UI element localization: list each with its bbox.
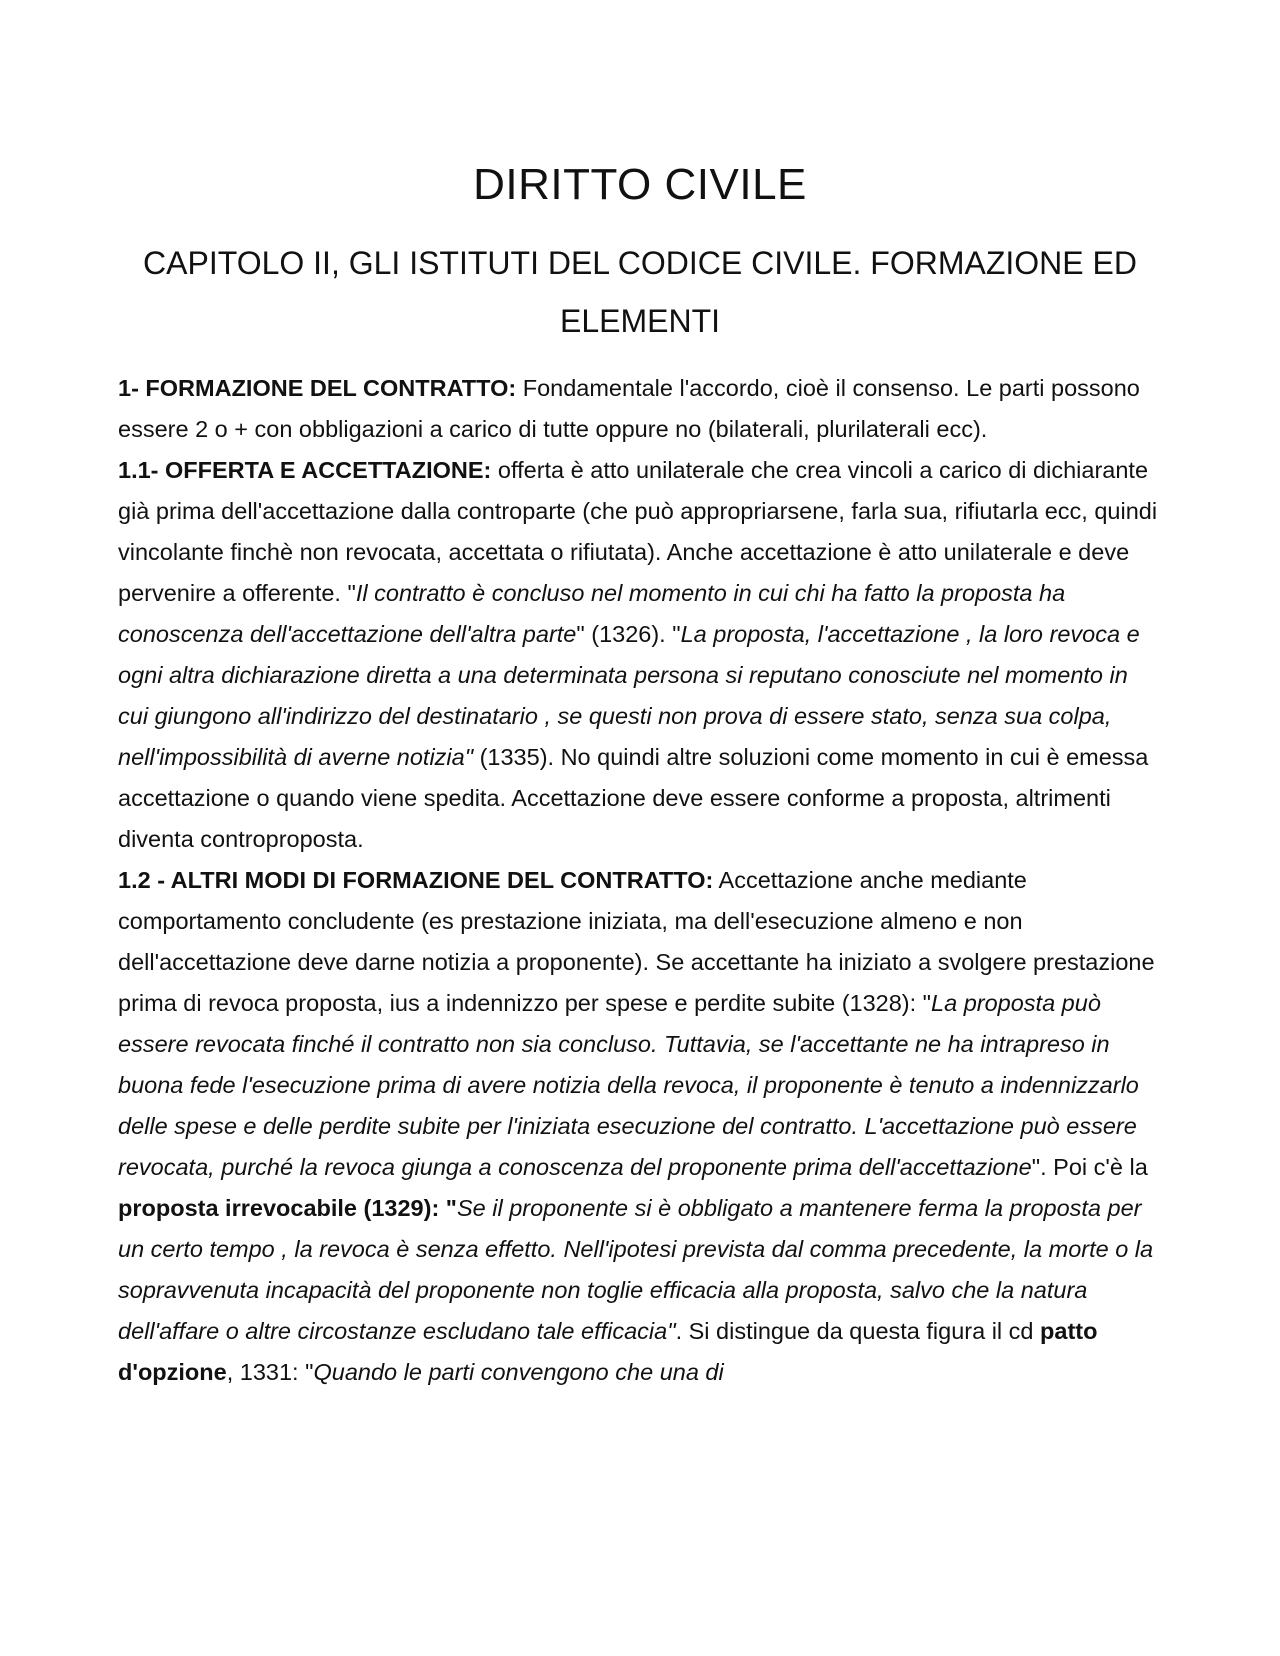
section-1-1-heading: 1.1- OFFERTA E ACCETTAZIONE: [118, 457, 492, 483]
section-1-2-text: Accettazione anche mediante comportamento concludente (es prestazione iniziata, ma dell'esecuzione almeno e non dell'accettazione deve darne notizia a proponente). Se accettante ha iniziato a svolgere prestazione prima di revoca proposta, ius a indennizzo per spese e perdite subite (1328): " [118, 867, 1155, 1016]
section-1-2-text-4: , 1331: " [226, 1359, 314, 1385]
section-1-1-text-2: " (1326). " [576, 621, 681, 647]
section-1-2-paragraph [118, 860, 1162, 1393]
term-proposta-irrevocabile: proposta irrevocabile (1329): " [118, 1195, 457, 1221]
section-1-2-text-2: ". Poi c'è la [1031, 1154, 1148, 1180]
document-page [118, 150, 1162, 1393]
section-1-1-paragraph [118, 450, 1162, 860]
section-1-heading: 1- FORMAZIONE DEL CONTRATTO: [118, 375, 517, 401]
quote-art-1331: Quando le parti convengono che una di [313, 1359, 724, 1385]
chapter-subtitle: CAPITOLO II, GLI ISTITUTI DEL CODICE CIVILE. FORMAZIONE ED ELEMENTI [143, 245, 1137, 339]
section-1-paragraph [118, 368, 1162, 450]
section-1-text: Fondamentale l'accordo, cioè il consenso. Le parti possono essere 2 o + con obbligazioni a carico di tutte oppure no (bilaterali, plurilaterali ecc). [118, 375, 1140, 442]
quote-art-1335: La proposta, l'accettazione , la loro revoca e ogni altra dichiarazione diretta a una determinata persona si reputano conosciute nel momento in cui giungono all'indirizzo del destinatario , se questi non prova di essere stato, senza sua colpa, nell'impossibilità di averne notizia" [118, 621, 1140, 770]
quote-art-1326: Il contratto è concluso nel momento in cui chi ha fatto la proposta ha conoscenza dell'accettazione dell'altra parte [118, 580, 1066, 647]
document-title: DIRITTO CIVILE [473, 160, 807, 209]
quote-art-1329: Se il proponente si è obbligato a mantenere ferma la proposta per un certo tempo , la revoca è senza effetto. Nell'ipotesi prevista dal comma precedente, la morte o la sopravvenuta incapacità del proponente non toglie efficacia alla proposta, salvo che la natura dell'affare o altre circostanze escludano tale efficacia" [118, 1195, 1154, 1344]
quote-art-1328: La proposta può essere revocata finché il contratto non sia concluso. Tuttavia, se l'accettante ne ha intrapreso in buona fede l'esecuzione prima di avere notizia della revoca, il proponente è tenuto a indennizzarlo delle spese e delle perdite subite per l'iniziata esecuzione del contratto. L'accettazione può essere revocata, purché la revoca giunga a conoscenza del proponente prima dell'accettazione [118, 990, 1139, 1180]
section-1-1-text: offerta è atto unilaterale che crea vincoli a carico di dichiarante già prima dell'accettazione dalla controparte (che può appropriarsene, farla sua, rifiutarla ecc, quindi vincolante finchè non revocata, accettata o rifiutata). Anche accettazione è atto unilaterale e deve pervenire a offerente. " [118, 457, 1158, 606]
section-1-2-heading: 1.2 - ALTRI MODI DI FORMAZIONE DEL CONTRATTO: [118, 867, 714, 893]
section-1-1-text-3: (1335). No quindi altre soluzioni come momento in cui è emessa accettazione o quando viene spedita. Accettazione deve essere conforme a proposta, altrimenti diventa controproposta. [118, 744, 1149, 852]
term-patto-opzione: patto d'opzione [118, 1318, 1098, 1385]
section-1-2-text-3: . Si distingue da questa figura il cd [675, 1318, 1041, 1344]
